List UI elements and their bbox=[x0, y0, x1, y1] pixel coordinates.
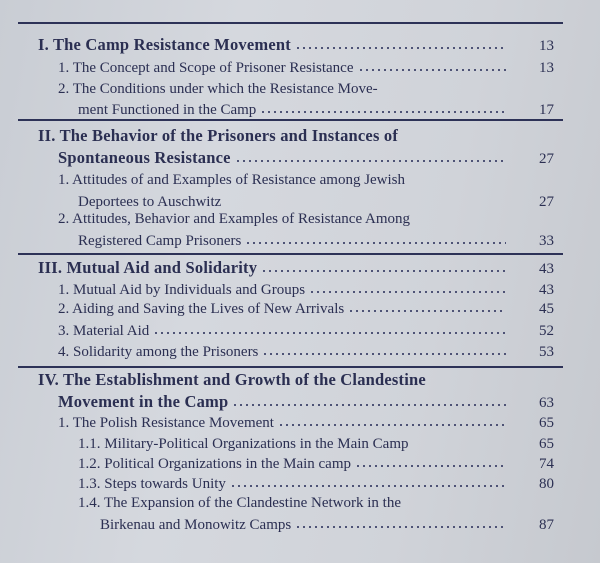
leader-dots bbox=[245, 240, 506, 246]
page-number: 45 bbox=[539, 301, 554, 317]
heading-text: III. Mutual Aid and Solidarity bbox=[38, 258, 258, 277]
section-heading bbox=[0, 33, 600, 55]
entry-text: Birkenau and Monowitz Camps bbox=[100, 517, 292, 533]
entry-text: 4. Solidarity among the Prisoners bbox=[58, 344, 259, 360]
toc-entry bbox=[0, 339, 600, 361]
toc-entry bbox=[0, 431, 600, 453]
section-rule bbox=[18, 22, 563, 24]
toc-entry bbox=[0, 451, 600, 473]
entry-text: 1. Mutual Aid by Individuals and Groups bbox=[58, 282, 306, 298]
section-heading bbox=[0, 368, 600, 390]
entry-text: 2. Attitudes, Behavior and Examples of Resistance Among bbox=[58, 211, 411, 227]
page-number: 17 bbox=[539, 102, 554, 118]
toc-entry bbox=[0, 76, 600, 98]
toc-entry bbox=[0, 97, 600, 119]
entry-text: 2. Aiding and Saving the Lives of New Arrivals bbox=[58, 301, 345, 317]
leader-dots bbox=[278, 422, 506, 428]
leader-dots bbox=[348, 308, 506, 314]
page-number: 27 bbox=[539, 194, 554, 210]
entry-text: Deportees to Auschwitz bbox=[78, 194, 222, 210]
page-number: 80 bbox=[539, 476, 554, 492]
leader-dots bbox=[232, 402, 506, 408]
page-number: 87 bbox=[539, 517, 554, 533]
leader-dots bbox=[262, 351, 506, 357]
leader-dots bbox=[235, 158, 506, 164]
toc-entry bbox=[0, 228, 600, 250]
page-number: 74 bbox=[539, 456, 554, 472]
entry-text: 3. Material Aid bbox=[58, 323, 150, 339]
entry-text: 1.4. The Expansion of the Clandestine Network in the bbox=[78, 495, 401, 511]
leader-dots bbox=[295, 45, 506, 51]
page-number: 63 bbox=[539, 395, 554, 411]
section-heading bbox=[0, 256, 600, 278]
leader-dots bbox=[295, 524, 506, 530]
leader-dots bbox=[309, 289, 506, 295]
section-heading bbox=[0, 124, 600, 146]
leader-dots bbox=[358, 67, 507, 73]
heading-text: II. The Behavior of the Prisoners and Instances of bbox=[38, 126, 399, 145]
page-number: 65 bbox=[539, 436, 554, 452]
toc-entry bbox=[0, 410, 600, 432]
heading-text: Movement in the Camp bbox=[58, 392, 229, 411]
entry-text: 1.2. Political Organizations in the Main camp bbox=[78, 456, 352, 472]
page-number: 53 bbox=[539, 344, 554, 360]
heading-text: I. The Camp Resistance Movement bbox=[38, 35, 291, 54]
entry-text: Registered Camp Prisoners bbox=[78, 233, 242, 249]
page-number: 43 bbox=[539, 261, 554, 277]
section-rule bbox=[18, 253, 563, 255]
toc-entry bbox=[0, 167, 600, 189]
entry-text: 1.1. Military-Political Organizations in the Main Camp bbox=[78, 436, 409, 452]
page-number: 43 bbox=[539, 282, 554, 298]
toc-entry bbox=[0, 55, 600, 77]
toc-entry bbox=[0, 296, 600, 318]
toc-entry bbox=[0, 490, 600, 512]
page-number: 27 bbox=[539, 151, 554, 167]
toc-entry bbox=[0, 318, 600, 340]
section-rule bbox=[18, 119, 563, 121]
leader-dots bbox=[355, 463, 506, 469]
entry-text: ment Functioned in the Camp bbox=[78, 102, 257, 118]
section-heading bbox=[0, 390, 600, 412]
section-heading bbox=[0, 146, 600, 168]
heading-text: IV. The Establishment and Growth of the Clandestine bbox=[38, 370, 426, 389]
entry-text: 1. Attitudes of and Examples of Resistance among Jewish bbox=[58, 172, 406, 188]
page-number: 13 bbox=[539, 60, 554, 76]
leader-dots bbox=[261, 268, 506, 274]
page-number: 52 bbox=[539, 323, 554, 339]
leader-dots bbox=[260, 109, 506, 115]
page-number: 33 bbox=[539, 233, 554, 249]
leader-dots bbox=[230, 483, 506, 489]
toc-entry bbox=[0, 206, 600, 228]
page-number: 65 bbox=[539, 415, 554, 431]
entry-text: 1. The Polish Resistance Movement bbox=[58, 415, 274, 431]
heading-text: Spontaneous Resistance bbox=[58, 148, 231, 167]
leader-dots bbox=[153, 330, 506, 336]
entry-text: 2. The Conditions under which the Resistance Move- bbox=[58, 81, 378, 97]
page-number: 13 bbox=[539, 38, 554, 54]
entry-text: 1. The Concept and Scope of Prisoner Resistance bbox=[58, 60, 354, 76]
entry-text: 1.3. Steps towards Unity bbox=[78, 476, 226, 492]
toc-entry bbox=[0, 512, 600, 534]
